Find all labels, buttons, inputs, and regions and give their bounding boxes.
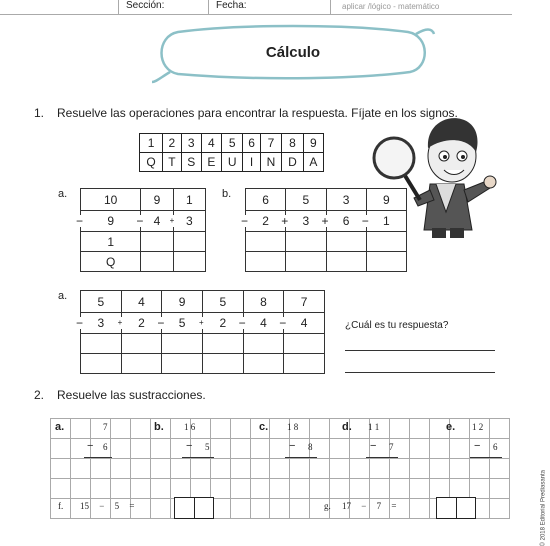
key-letter: T (163, 153, 182, 172)
grid-cell (270, 479, 290, 499)
grid-cell (430, 439, 450, 459)
skill-hint: aplicar /lógico - matemático (342, 2, 440, 11)
grid-cell (51, 479, 71, 499)
num-cell: 1 (173, 189, 205, 211)
answer-cell[interactable] (141, 252, 173, 272)
key-letter: Q (140, 153, 163, 172)
op-cell: − 1 (366, 211, 406, 232)
grid-cell[interactable] (370, 459, 390, 479)
grid-cell (350, 439, 370, 459)
grid-cell (110, 419, 130, 439)
grid-cell (150, 499, 170, 519)
num-cell: 5 (202, 291, 243, 313)
answer-cell[interactable] (173, 252, 205, 272)
answer-question: ¿Cuál es tu respuesta? (345, 320, 449, 331)
q1-number: 1. (34, 106, 45, 120)
grid-cell (110, 479, 130, 499)
answer-cell[interactable] (243, 354, 284, 374)
num-cell: 3 (326, 189, 366, 211)
grid-cell (450, 439, 470, 459)
answer-line[interactable] (345, 372, 495, 373)
grid-cell (51, 439, 71, 459)
code-key-table (139, 133, 324, 172)
grid-cell (230, 419, 250, 439)
grid-cell (410, 419, 430, 439)
grid-cell (230, 479, 250, 499)
grid-cell (410, 479, 430, 499)
grid-cell[interactable] (190, 459, 210, 479)
grid-cell[interactable] (350, 459, 370, 479)
num-cell: 7 (284, 291, 325, 313)
q2e-label: e. (446, 421, 456, 433)
q2a-subtrahend: 6 (103, 442, 108, 452)
grid-cell (290, 479, 310, 499)
result-line (366, 457, 398, 458)
q2g-answer-box[interactable] (436, 497, 476, 519)
grid-cell (230, 499, 250, 519)
header-strip (0, 0, 550, 14)
grid-cell (210, 419, 230, 439)
q1b-label: b. (222, 188, 232, 200)
grid-cell[interactable] (130, 459, 150, 479)
grid-cell (150, 479, 170, 499)
grid-cell (190, 479, 210, 499)
grid-cell[interactable] (290, 459, 310, 479)
q2c-label: c. (259, 421, 269, 433)
grid-cell (370, 479, 390, 499)
answer-cell[interactable] (173, 232, 205, 252)
grid-cell[interactable] (210, 459, 230, 479)
answer-cell[interactable] (81, 354, 122, 374)
grid-cell[interactable] (390, 459, 410, 479)
op-cell: + 6 (326, 211, 366, 232)
q2f-label: f. (58, 501, 64, 511)
op-cell: + 2 (202, 313, 243, 334)
grid-cell[interactable] (51, 459, 71, 479)
grid-cell (270, 439, 290, 459)
result-line (84, 457, 112, 458)
grid-cell (290, 499, 310, 519)
grid-cell (70, 479, 90, 499)
grid-cell[interactable] (270, 459, 290, 479)
minus-sign: − (289, 440, 296, 452)
grid-cell[interactable] (410, 459, 430, 479)
op-cell: − 4 (284, 313, 325, 334)
key-digit: 4 (201, 134, 221, 153)
grid-cell[interactable] (70, 459, 90, 479)
q2d-label: d. (342, 421, 352, 433)
op-cell: + 3 (173, 211, 205, 232)
answer-cell[interactable] (326, 252, 366, 272)
num-cell: 5 (286, 189, 326, 211)
copyright-side-text: © 2018 Editorial Prediasanta (540, 470, 546, 546)
grid-cell[interactable] (170, 459, 190, 479)
grid-cell[interactable] (250, 459, 270, 479)
answer-cell[interactable] (121, 334, 162, 354)
key-digit: 6 (243, 134, 260, 153)
minus-sign: − (87, 440, 94, 452)
grid-cell (130, 419, 150, 439)
num-cell: 4 (121, 291, 162, 313)
answer-cell[interactable] (162, 354, 203, 374)
op-cell: + 3 (286, 211, 326, 232)
grid-cell (489, 479, 509, 499)
grid-cell (230, 439, 250, 459)
key-letter: N (260, 153, 282, 172)
grid-cell (450, 479, 470, 499)
answer-cell[interactable] (141, 232, 173, 252)
num-cell: 8 (243, 291, 284, 313)
answer-cell[interactable] (366, 252, 406, 272)
answer-cell[interactable] (284, 354, 325, 374)
grid-cell (150, 439, 170, 459)
op-cell: − 4 (141, 211, 173, 232)
q2f-answer-box[interactable] (174, 497, 214, 519)
q2d-minuend: 1 1 (368, 422, 380, 432)
op-cell: − 5 (162, 313, 203, 334)
grid-cell[interactable] (450, 459, 470, 479)
q2b-subtrahend: 5 (205, 442, 210, 452)
q2-number: 2. (34, 388, 45, 402)
q2b-minuend: 1 6 (184, 422, 196, 432)
grid-cell (250, 499, 270, 519)
op-cell: − 4 (243, 313, 284, 334)
grid-cell (310, 479, 330, 499)
key-letter: I (243, 153, 260, 172)
q2b-label: b. (154, 421, 164, 433)
key-digit: 7 (260, 134, 282, 153)
result-line (182, 457, 214, 458)
num-cell: 9 (162, 291, 203, 313)
num-cell: 10 (81, 189, 141, 211)
q2d-subtrahend: 7 (389, 442, 394, 452)
grid-cell (390, 419, 410, 439)
grid-cell (130, 439, 150, 459)
fecha-label: Fecha: (216, 0, 247, 11)
grid-cell[interactable] (310, 459, 330, 479)
key-letter: S (181, 153, 201, 172)
grid-cell[interactable] (110, 459, 130, 479)
grid-cell (250, 439, 270, 459)
key-letter: A (303, 153, 323, 172)
grid-cell (250, 479, 270, 499)
key-digit: 9 (303, 134, 323, 153)
grid-cell (410, 439, 430, 459)
grid-cell[interactable] (489, 459, 509, 479)
num-cell: 9 (141, 189, 173, 211)
q2g-label: g. (324, 501, 331, 511)
grid-cell[interactable] (470, 459, 490, 479)
answer-cell[interactable] (162, 334, 203, 354)
key-digit: 3 (181, 134, 201, 153)
key-letter: D (282, 153, 304, 172)
answer-cell[interactable] (286, 252, 326, 272)
answer-line[interactable] (345, 350, 495, 351)
grid-cell (489, 499, 509, 519)
answer-cell[interactable] (326, 232, 366, 252)
num-cell: 5 (81, 291, 122, 313)
page-title: Cálculo (265, 44, 321, 61)
num-cell: 9 (366, 189, 406, 211)
q1a-grid (76, 188, 206, 272)
grid-cell (350, 419, 370, 439)
q2g-expression: 17 − 7 = (342, 501, 397, 511)
key-digit: 5 (221, 134, 243, 153)
q1-instruction: Resuelve las operaciones para encontrar la respuesta. Fíjate en los signos. (57, 106, 458, 120)
answer-cell[interactable] (366, 232, 406, 252)
q2e-subtrahend: 6 (493, 442, 498, 452)
grid-cell (270, 499, 290, 519)
q2-instruction: Resuelve las sustracciones. (57, 388, 206, 402)
minus-sign: − (186, 440, 193, 452)
grid-cell (489, 419, 509, 439)
q1a-label: a. (58, 188, 68, 200)
grid-cell (470, 479, 490, 499)
answer-cell[interactable] (246, 232, 286, 252)
result-line (285, 457, 317, 458)
key-digit: 1 (140, 134, 163, 153)
grid-cell (330, 479, 350, 499)
grid-cell (390, 479, 410, 499)
answer-cell[interactable] (202, 354, 243, 374)
grid-cell (130, 479, 150, 499)
answer-cell[interactable] (81, 334, 122, 354)
grid-cell[interactable] (230, 459, 250, 479)
q2e-minuend: 1 2 (472, 422, 484, 432)
grid-cell (210, 439, 230, 459)
q1c-grid (76, 290, 325, 374)
op-cell: − 2 (246, 211, 286, 232)
grid-cell (210, 479, 230, 499)
result-line (470, 457, 502, 458)
answer-cell[interactable] (286, 232, 326, 252)
key-digit: 2 (163, 134, 182, 153)
answer-cell[interactable] (246, 252, 286, 272)
op-cell: − 3 (81, 313, 122, 334)
grid-cell (330, 439, 350, 459)
grid-cell (430, 479, 450, 499)
q2f-expression: 15 − 5 = (80, 501, 135, 511)
answer-cell[interactable] (284, 334, 325, 354)
seccion-label: Sección: (126, 0, 165, 11)
num-cell: 6 (246, 189, 286, 211)
key-letter: E (201, 153, 221, 172)
grid-cell (350, 479, 370, 499)
grid-cell[interactable] (430, 459, 450, 479)
grid-cell[interactable] (150, 459, 170, 479)
op-cell: + 2 (121, 313, 162, 334)
q2a-label: a. (55, 421, 65, 433)
answer-cell[interactable] (121, 354, 162, 374)
grid-cell (70, 419, 90, 439)
grid-cell (90, 479, 110, 499)
answer-cell[interactable] (243, 334, 284, 354)
q1b-grid (241, 188, 407, 272)
q2a-minuend: 7 (103, 422, 108, 432)
key-letter: U (221, 153, 243, 172)
grid-cell (110, 439, 130, 459)
q2c-subtrahend: 8 (308, 442, 313, 452)
key-digit: 8 (282, 134, 304, 153)
answer-cell[interactable] (202, 334, 243, 354)
answer-num-cell[interactable]: 1 (81, 232, 141, 252)
grid-cell (410, 499, 430, 519)
q2c-minuend: 1 8 (287, 422, 299, 432)
grid-cell[interactable] (330, 459, 350, 479)
grid-cell (310, 419, 330, 439)
answer-letter-cell[interactable]: Q (81, 252, 141, 272)
minus-sign: − (474, 440, 481, 452)
minus-sign: − (370, 440, 377, 452)
q1c-label: a. (58, 290, 68, 302)
op-cell: − 9 (81, 211, 141, 232)
grid-cell (170, 479, 190, 499)
grid-cell[interactable] (90, 459, 110, 479)
